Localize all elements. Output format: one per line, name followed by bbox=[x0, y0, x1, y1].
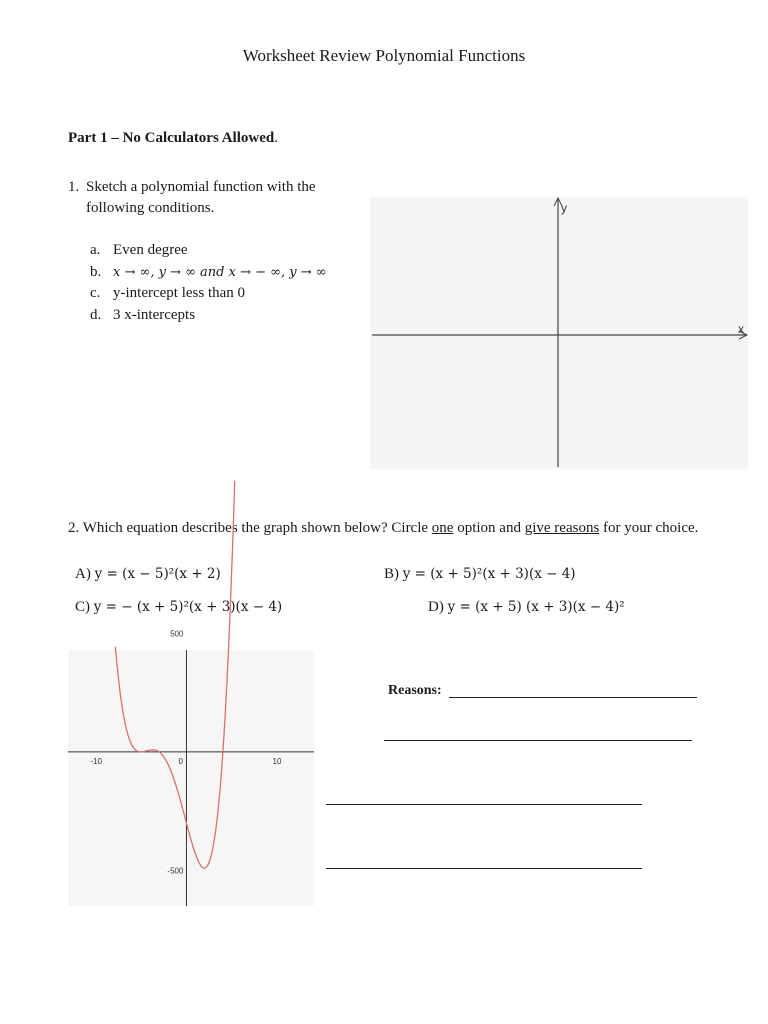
option-b[interactable] bbox=[384, 566, 576, 583]
part1-suffix: . bbox=[274, 130, 278, 146]
option-c[interactable] bbox=[75, 599, 282, 616]
option-label: B) bbox=[384, 566, 399, 582]
option-equation: y = (x − 5)²(x + 2) bbox=[94, 566, 221, 582]
y-tick-label: 500 bbox=[170, 629, 184, 639]
x-tick-label: -10 bbox=[90, 756, 102, 766]
x-tick-label: 10 bbox=[272, 756, 282, 766]
question-2-prompt-a: Which equation describes the graph shown below? Circle bbox=[82, 520, 432, 536]
option-d[interactable] bbox=[428, 599, 625, 616]
question-2 bbox=[68, 518, 708, 539]
reasons-line-1[interactable] bbox=[449, 697, 697, 698]
question-2-emphasis-one: one bbox=[431, 520, 454, 536]
option-equation: y = (x + 5)²(x + 3)(x − 4) bbox=[402, 566, 576, 582]
condition-label: c. bbox=[90, 285, 101, 301]
polynomial-graph bbox=[68, 629, 314, 906]
option-a[interactable] bbox=[75, 566, 221, 583]
question-2-prompt-c: for your choice. bbox=[599, 520, 699, 536]
condition-text: Even degree bbox=[113, 242, 188, 258]
question-2-prompt-b: option and bbox=[453, 520, 525, 536]
question-2-emphasis-reasons: give reasons bbox=[524, 520, 600, 536]
condition-text: y-intercept less than 0 bbox=[113, 285, 246, 301]
question-1-prompt: Sketch a polynomial function with the following conditions. bbox=[86, 179, 316, 216]
condition-text: x → ∞, y → ∞ and x → − ∞, y → ∞ bbox=[113, 264, 327, 280]
reasons-line-2[interactable] bbox=[384, 740, 692, 741]
question-2-number: 2. bbox=[68, 520, 80, 536]
option-equation: y = − (x + 5)²(x + 3)(x − 4) bbox=[93, 599, 283, 615]
y-tick-label: -500 bbox=[167, 866, 184, 876]
y-axis-label: y bbox=[561, 201, 567, 215]
condition-label: d. bbox=[90, 306, 102, 323]
worksheet-title: Worksheet Review Polynomial Functions bbox=[242, 46, 526, 65]
x-axis-label: x bbox=[738, 322, 744, 336]
option-label: D) bbox=[428, 599, 444, 615]
condition-label: a. bbox=[90, 242, 101, 258]
reasons-line-3[interactable] bbox=[326, 804, 642, 805]
option-label: A) bbox=[75, 566, 91, 582]
part1-label: Part 1 – No Calculators Allowed bbox=[68, 130, 275, 146]
x-tick-label: 0 bbox=[178, 756, 183, 766]
option-equation: y = (x + 5) (x + 3)(x − 4)² bbox=[447, 599, 625, 615]
condition-text: 3 x-intercepts bbox=[113, 306, 196, 323]
option-label: C) bbox=[75, 599, 90, 615]
reasons-line-4[interactable] bbox=[326, 868, 642, 869]
reasons-label: Reasons: bbox=[388, 683, 442, 698]
condition-label: b. bbox=[90, 263, 102, 280]
question-1-number: 1. bbox=[68, 179, 80, 195]
